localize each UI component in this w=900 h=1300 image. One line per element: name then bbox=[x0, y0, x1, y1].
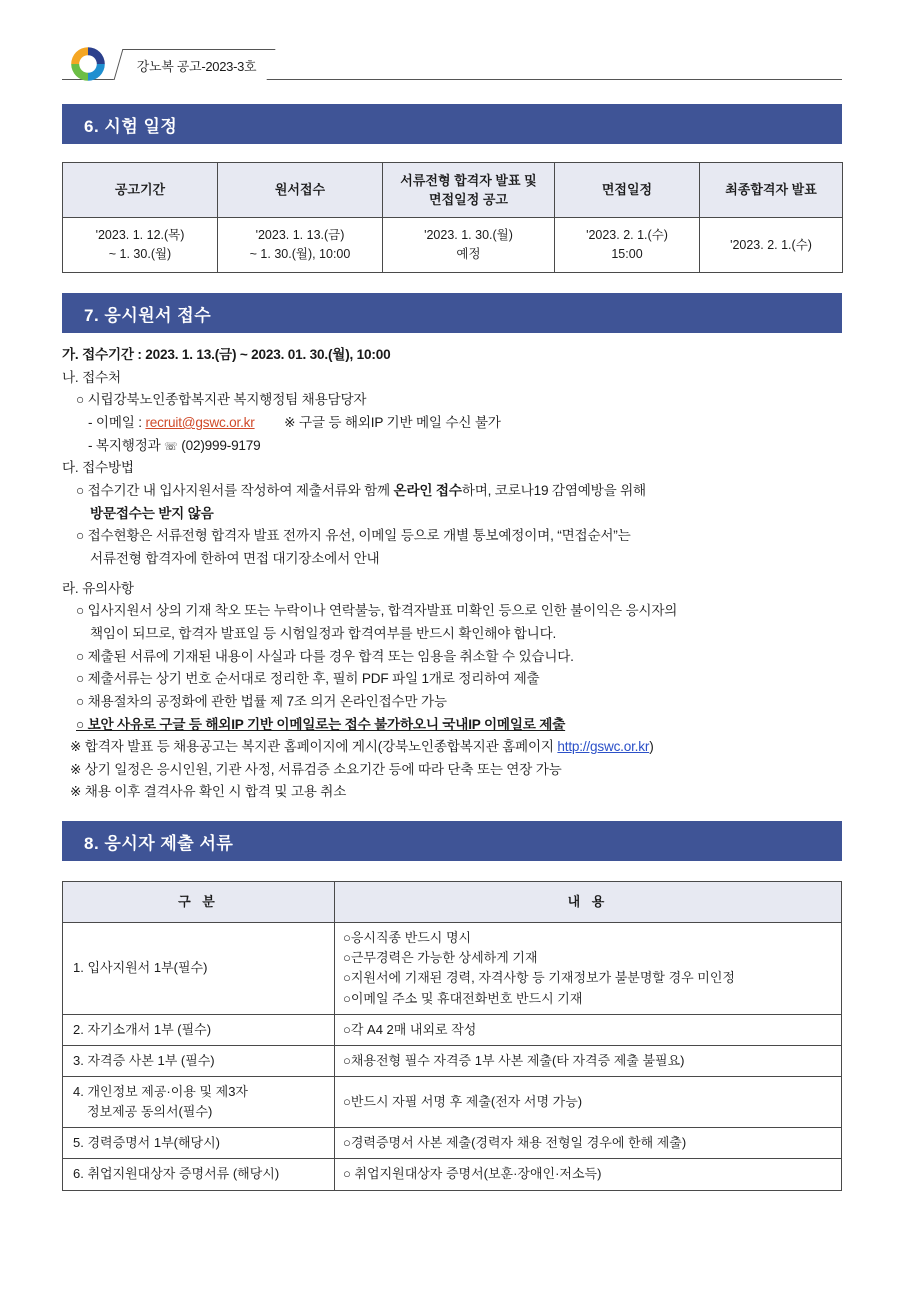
apply-method-item-1-post: 하며, 코로나19 감염예방을 위해 bbox=[461, 482, 646, 498]
table-header-row bbox=[63, 163, 843, 218]
table-row bbox=[63, 1128, 842, 1159]
cell-line-1: '2023. 1. 12.(목) bbox=[95, 228, 185, 243]
doc-content-item: ○지원서에 기재된 경력, 자격사항 등 기재정보가 불분명할 경우 미인정 bbox=[343, 970, 735, 986]
apply-method-item-1-bold2: 방문접수는 받지 않음 bbox=[90, 505, 214, 521]
apply-note-item-5-text: ○ 보안 사유로 구글 등 해외IP 기반 이메일로는 접수 불가하오니 국내IP 이메일로 제출 bbox=[76, 716, 566, 732]
apply-footnote-1-pre: ※ 합격자 발표 등 채용공고는 복지관 홈페이지에 게시(강북노인종합복지관 홈페이지 bbox=[70, 739, 558, 755]
doc-label-4-line1: 4. 개인정보 제공·이용 및 제3자 bbox=[73, 1083, 248, 1099]
cell-interview-schedule bbox=[555, 218, 700, 273]
cell-line-1: '2023. 1. 30.(월) bbox=[424, 228, 513, 243]
apply-dept-phone: (02)999-9179 bbox=[181, 437, 261, 453]
col-interview-schedule: 면접일정 bbox=[555, 163, 700, 218]
cell-line-1: '2023. 2. 1.(수) bbox=[586, 228, 668, 243]
doc-content-2: ○각 A4 2매 내외로 작성 bbox=[335, 1014, 842, 1045]
apply-period-text: 가. 접수기간 : 2023. 1. 13.(금) ~ 2023. 01. 30.(월), 10:00 bbox=[62, 347, 391, 362]
section-6-title: 6. 시험 일정 bbox=[62, 104, 842, 144]
phone-icon: ☏ bbox=[164, 440, 178, 453]
schedule-table bbox=[62, 162, 843, 273]
apply-footnote-3: ※ 채용 이후 결격사유 확인 시 합격 및 고용 취소 bbox=[70, 784, 347, 800]
apply-contact-email-line bbox=[62, 413, 848, 434]
col-content: 내 용 bbox=[335, 882, 842, 923]
table-row bbox=[63, 1045, 842, 1076]
documents-table bbox=[62, 881, 842, 1190]
section-7-title: 7. 응시원서 접수 bbox=[62, 293, 842, 333]
cell-line-2: 15:00 bbox=[611, 247, 643, 261]
apply-footnote-1-post: ) bbox=[649, 739, 654, 755]
apply-note-item-4: ○ 채용절차의 공정화에 관한 법률 제 7조 의거 온라인접수만 가능 bbox=[76, 693, 447, 709]
table-row bbox=[63, 1076, 842, 1127]
doc-content-item: ○응시직종 반드시 명시 bbox=[343, 930, 472, 946]
apply-contact-heading: 나. 접수처 bbox=[62, 369, 121, 385]
apply-contact-dept-line bbox=[62, 436, 848, 457]
table-row bbox=[63, 1014, 842, 1045]
doc-label-6: 6. 취업지원대상자 증명서류 (해당시) bbox=[63, 1159, 335, 1190]
apply-period-line bbox=[62, 345, 848, 366]
apply-footnote-1 bbox=[62, 737, 848, 758]
doc-content-4: ○반드시 자필 서명 후 제출(전자 서명 가능) bbox=[335, 1076, 842, 1127]
apply-method-item-2: ○ 접수현황은 서류전형 합격자 발표 전까지 유선, 이메일 등으로 개별 통보예정이며, “면접순서”는 bbox=[76, 528, 631, 544]
cell-final-result bbox=[700, 218, 843, 273]
doc-label-5: 5. 경력증명서 1부(해당시) bbox=[63, 1128, 335, 1159]
cell-line-1: '2023. 2. 1.(수) bbox=[730, 237, 812, 252]
doc-content-5: ○경력증명서 사본 제출(경력자 채용 전형일 경우에 한해 제출) bbox=[335, 1128, 842, 1159]
doc-content-6: ○ 취업지원대상자 증명서(보훈·장애인·저소득) bbox=[335, 1159, 842, 1190]
apply-note-item-2: ○ 제출된 서류에 기재된 내용이 사실과 다를 경우 합격 또는 임용을 취소할 수 있습니다. bbox=[76, 648, 574, 664]
apply-email-note: ※ 구글 등 해외IP 기반 메일 수신 불가 bbox=[284, 414, 501, 430]
apply-note-item-1: ○ 입사지원서 상의 기재 착오 또는 누락이나 연락불능, 합격자발표 미확인 등으로 인한 불이익은 응시자의 bbox=[76, 603, 678, 619]
apply-method-item-1 bbox=[62, 481, 848, 502]
apply-dept-label: - 복지행정과 bbox=[88, 437, 161, 453]
cell-line-2: 예정 bbox=[456, 247, 481, 261]
apply-contact-org: ○ 시립강북노인종합복지관 복지행정팀 채용담당자 bbox=[76, 392, 367, 408]
header-notice-tab bbox=[114, 49, 275, 80]
doc-label-1: 1. 입사지원서 1부(필수) bbox=[63, 923, 335, 1015]
doc-label-4 bbox=[63, 1076, 335, 1127]
apply-method-heading: 다. 접수방법 bbox=[62, 460, 134, 476]
doc-content-3: ○채용전형 필수 자격증 1부 사본 제출(타 자격증 제출 불필요) bbox=[335, 1045, 842, 1076]
col-announcement-period: 공고기간 bbox=[63, 163, 218, 218]
apply-email-label: - 이메일 : bbox=[88, 414, 142, 430]
apply-method-item-1-line2 bbox=[62, 504, 848, 525]
apply-method-item-2-line2: 서류전형 합격자에 한하여 면접 대기장소에서 안내 bbox=[90, 550, 380, 566]
header-notice-label: 강노복 공고-2023-3호 bbox=[136, 58, 257, 74]
col-final-result: 최종합격자 발표 bbox=[700, 163, 843, 218]
doc-label-3: 3. 자격증 사본 1부 (필수) bbox=[63, 1045, 335, 1076]
table-row bbox=[63, 1159, 842, 1190]
section-7-body bbox=[62, 345, 848, 803]
col-application-period: 원서접수 bbox=[218, 163, 383, 218]
cell-document-screening-result bbox=[383, 218, 555, 273]
doc-label-2: 2. 자기소개서 1부 (필수) bbox=[63, 1014, 335, 1045]
document-header bbox=[62, 28, 842, 90]
cell-announcement-period bbox=[63, 218, 218, 273]
cell-line-2: ~ 1. 30.(월), 10:00 bbox=[249, 247, 351, 261]
gswc-logo bbox=[68, 44, 108, 84]
doc-label-4-line2: 정보제공 동의서(필수) bbox=[87, 1104, 213, 1120]
apply-notes-heading: 라. 유의사항 bbox=[62, 580, 134, 596]
homepage-link[interactable]: http://gswc.or.kr bbox=[557, 739, 650, 755]
document-page bbox=[0, 28, 900, 1300]
table-row bbox=[63, 218, 843, 273]
apply-method-item-1-pre: ○ 접수기간 내 입사지원서를 작성하여 제출서류와 함께 bbox=[76, 482, 394, 498]
table-header-row bbox=[63, 882, 842, 923]
table-row bbox=[63, 923, 842, 1015]
col-document-screening-result: 서류전형 합격자 발표 및 면접일정 공고 bbox=[383, 163, 555, 218]
apply-note-item-3: ○ 제출서류는 상기 번호 순서대로 정리한 후, 필히 PDF 파일 1개로 정리하여 제출 bbox=[76, 671, 540, 687]
col-category: 구 분 bbox=[63, 882, 335, 923]
apply-footnote-2: ※ 상기 일정은 응시인원, 기관 사정, 서류검증 소요기간 등에 따라 단축 또는 연장 가능 bbox=[70, 761, 562, 777]
doc-content-1 bbox=[335, 923, 842, 1015]
apply-method-item-1-bold: 온라인 접수 bbox=[393, 482, 462, 498]
section-8-title: 8. 응시자 제출 서류 bbox=[62, 821, 842, 861]
apply-note-item-5 bbox=[62, 715, 848, 736]
apply-email-value[interactable]: recruit@gswc.or.kr bbox=[145, 414, 255, 430]
apply-note-item-1-line2: 책임이 되므로, 합격자 발표일 등 시험일정과 합격여부를 반드시 확인해야 합니다. bbox=[90, 625, 557, 641]
doc-content-item: ○이메일 주소 및 휴대전화번호 반드시 기재 bbox=[343, 990, 583, 1006]
doc-content-item: ○근무경력은 가능한 상세하게 기재 bbox=[343, 950, 538, 966]
cell-line-2: ~ 1. 30.(월) bbox=[108, 247, 172, 261]
cell-line-1: '2023. 1. 13.(금) bbox=[255, 228, 345, 243]
cell-application-period bbox=[218, 218, 383, 273]
